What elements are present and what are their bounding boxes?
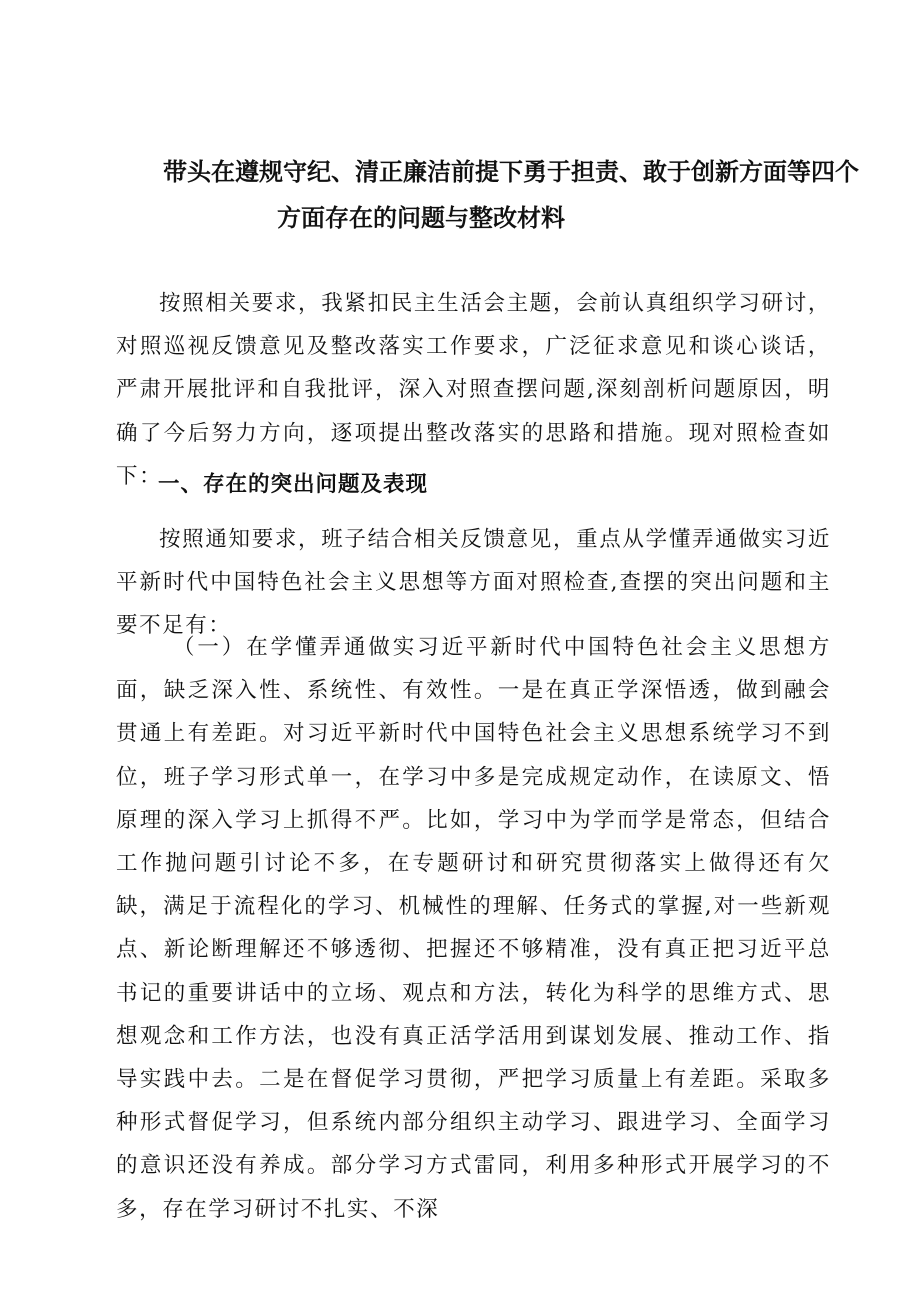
document-title-line-1: 带头在遵规守纪、清正廉洁前提下勇于担责、敢于创新方面等四个 — [163, 158, 859, 186]
section-intro-paragraph: 按照通知要求，班子结合相关反馈意见，重点从学懂弄通做实习近平新时代中国特色社会主义思想等方面对照检查,查摆的突出问题和主要不足有： — [116, 527, 831, 639]
section-heading-1: 一、存在的突出问题及表现 — [158, 472, 429, 497]
intro-paragraph: 按照相关要求，我紧扣民主生活会主题，会前认真组织学习研讨，对照巡视反馈意见及整改落实工作要求，广泛征求意见和谈心谈话，严肃开展批评和自我批评，深入对照查摆问题,深刻剖析问题原因，明确了今后努力方向，逐项提出整改落实的思路和措施。现对照检查如下： — [116, 291, 831, 489]
document-title-line-2: 方面存在的问题与整改材料 — [277, 204, 565, 232]
section-item-paragraph: （一）在学懂弄通做实习近平新时代中国特色社会主义思想方面，缺乏深入性、系统性、有效性。一是在真正学深悟透，做到融会贯通上有差距。对习近平新时代中国特色社会主义思想系统学习不到位，班子学习形式单一，在学习中多是完成规定动作，在读原文、悟原理的深入学习上抓得不严。比如，学习中为学而学是常态，但结合工作抛问题引讨论不多，在专题研讨和研究贯彻落实上做得还有欠缺，满足于流程化的学习、机械性的理解、任务式的掌握,对一些新观点、新论断理解还不够透彻、把握还不够精准，没有真正把习近平总书记的重要讲话中的立场、观点和方法，转化为科学的思维方式、思想观念和工作方法，也没有真正活学活用到谋划发展、推动工作、指导实践中去。二是在督促学习贯彻，严把学习质量上有差距。采取多种形式督促学习，但系统内部分组织主动学习、跟进学习、全面学习的意识还没有养成。部分学习方式雷同，利用多种形式开展学习的不多，存在学习研讨不扎实、不深 — [116, 635, 831, 1222]
